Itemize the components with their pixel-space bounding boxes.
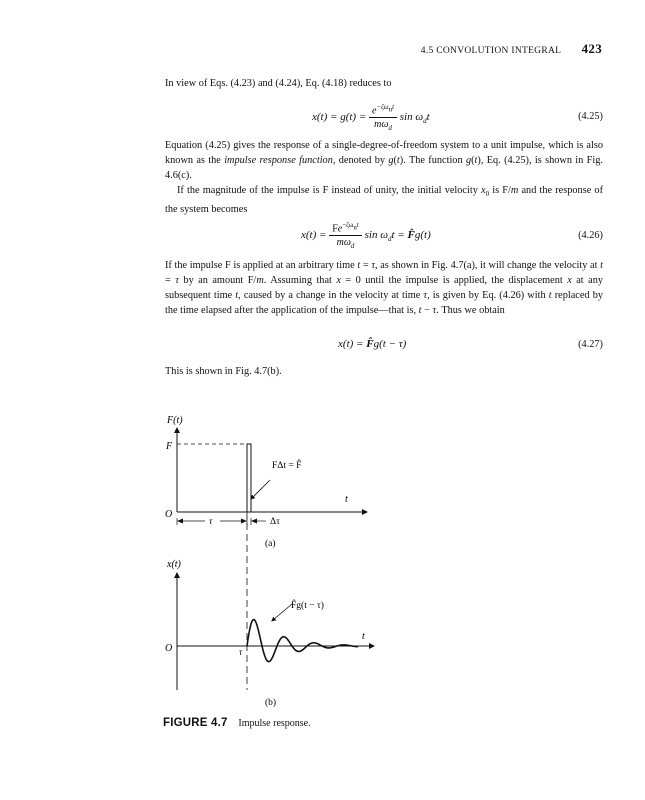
panel-a-tau-label: τ — [209, 517, 213, 527]
panel-a — [165, 415, 365, 549]
figure-label: FIGURE 4.7 — [163, 717, 228, 729]
response-label: F̂g(t − τ) — [291, 601, 324, 611]
section-title: CONVOLUTION INTEGRAL — [436, 46, 561, 56]
figure-caption — [163, 717, 311, 729]
impulse-rectangle — [247, 444, 251, 512]
eq-4-25-lhs: x(t) = g(t) = — [312, 111, 369, 124]
intro-line: In view of Eqs. (4.23) and (4.24), Eq. (4.18) reduces to — [165, 78, 392, 89]
damped-response-curve — [247, 620, 358, 662]
eq-4-26-rhs: $\sin \omega_dt$ = F̂g(t) — [364, 229, 431, 244]
impulse-pointer — [252, 480, 270, 498]
panel-a-origin-label: O — [165, 509, 173, 520]
panel-b-origin-label: O — [165, 643, 173, 654]
panel-a-f-level-label: F — [166, 441, 173, 452]
paragraph-magnitude: If the magnitude of the impulse is F instead of unity, the initial velocity $x_0$ is F/m and the response of the system becomes — [165, 185, 604, 216]
response-pointer — [273, 604, 292, 620]
paragraph-impulse-response: Equation (4.25) gives the response of a single-degree-of-freedom system to a unit impulse, which is also known as the impulse response function, denoted by g(t). The function g(t), Eq. (4.25), is shown in Fig. 4.6(c). — [165, 140, 603, 181]
equation-number-4-25: (4.25) — [578, 111, 603, 122]
impulse-label: FΔt = F̂ — [272, 461, 302, 471]
panel-b — [165, 559, 372, 708]
panel-b-caption: (b) — [265, 698, 277, 708]
eq-4-26-fraction: $\frac{Fe^{-\zeta\omega_nt}}{m\omega_d}$ — [329, 221, 362, 250]
eq-4-26-lhs: x(t) = — [301, 229, 330, 242]
equation-number-4-26: (4.26) — [578, 230, 603, 241]
section-number: 4.5 — [420, 46, 434, 56]
panel-a-y-label: F(t) — [167, 415, 183, 426]
panel-a-caption: (a) — [265, 539, 276, 549]
paragraph-arbitrary-time: If the impulse F is applied at an arbitrary time t = τ, as shown in Fig. 4.7(a), it will change the velocity at t = τ by an amount F/m. Assuming that x = 0 until the impulse is applied, the displacement x at any subsequent time t, caused by a change in the velocity at time τ, is given by Eq. (4.26) with t replaced by the time elapsed after the application of the impulse—that is, t − τ. Thus we obtain — [165, 260, 603, 316]
panel-b-tau-label: τ — [239, 647, 243, 657]
equation-4-27-body: x(t) = F̂g(t − τ) — [338, 338, 407, 350]
panel-b-y-label: x(t) — [167, 559, 181, 570]
eq-4-25-fraction: $\frac{e^{-\zeta\omega_nt}}{m\omega_d}$ — [369, 103, 397, 132]
paragraph-figure-ref: This is shown in Fig. 4.7(b). — [165, 366, 282, 377]
equation-number-4-27: (4.27) — [578, 339, 603, 350]
panel-a-t-label: t — [345, 494, 348, 505]
page-number: 423 — [581, 41, 602, 56]
panel-b-t-label: t — [362, 631, 365, 642]
panel-a-dtau-label: Δτ — [270, 517, 280, 527]
eq-4-25-rhs: $\sin \omega_dt$ — [399, 111, 430, 126]
figure-caption-text: Impulse response. — [238, 718, 311, 729]
